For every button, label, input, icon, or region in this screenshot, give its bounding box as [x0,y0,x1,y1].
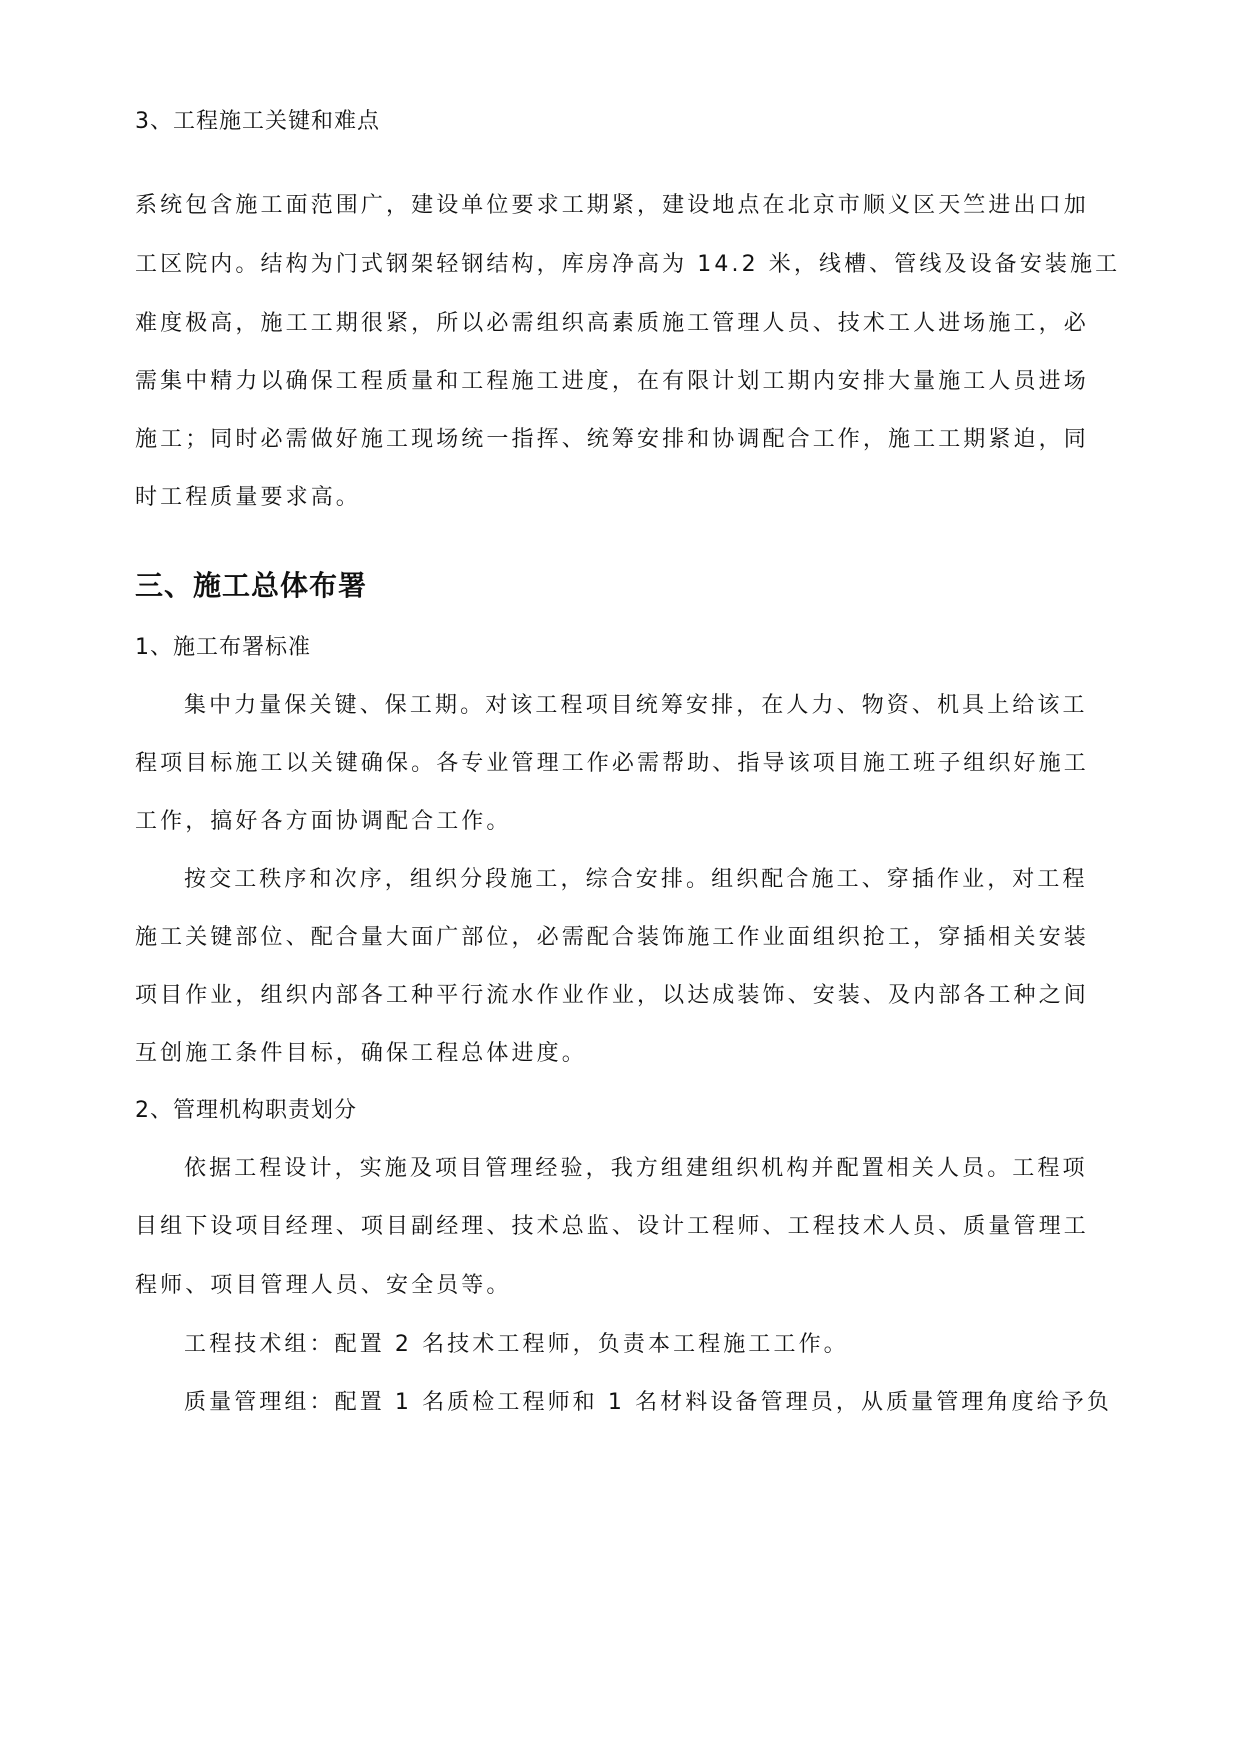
paragraph-line: 程项目标施工以关键确保。各专业管理工作必需帮助、指导该项目施工班子组织好施工 [135,751,1089,776]
paragraph-line: 工作，搞好各方面协调配合工作。 [135,809,512,834]
paragraph-line: 质量管理组：配置 1 名质检工程师和 1 名材料设备管理员，从质量管理角度给予负 [184,1390,1112,1415]
section-heading-deployment: 三、施工总体布署 [135,569,368,602]
paragraph-line: 工程技术组：配置 2 名技术工程师，负责本工程施工工作。 [184,1332,849,1357]
paragraph-line: 程师、项目管理人员、安全员等。 [135,1273,512,1298]
paragraph-line: 需集中精力以确保工程质量和工程施工进度，在有限计划工期内安排大量施工人员进场 [135,369,1089,394]
paragraph-line: 时工程质量要求高。 [135,485,361,510]
paragraph-line: 系统包含施工面范围广，建设单位要求工期紧，建设地点在北京市顺义区天竺进出口加 [135,193,1089,218]
subheading-key-difficulties: 3、工程施工关键和难点 [135,109,380,134]
paragraph-line: 目组下设项目经理、项目副经理、技术总监、设计工程师、工程技术人员、质量管理工 [135,1214,1089,1239]
paragraph-line: 互创施工条件目标，确保工程总体进度。 [135,1041,587,1066]
paragraph-line: 施工；同时必需做好施工现场统一指挥、统筹安排和协调配合工作，施工工期紧迫，同 [135,427,1089,452]
paragraph-line: 按交工秩序和次序，组织分段施工，综合安排。组织配合施工、穿插作业，对工程 [184,867,1088,892]
subheading-deployment-standard: 1、施工布署标准 [135,635,311,660]
paragraph-line: 难度极高，施工工期很紧，所以必需组织高素质施工管理人员、技术工人进场施工，必 [135,311,1089,336]
paragraph-line: 项目作业，组织内部各工种平行流水作业作业，以达成装饰、安装、及内部各工种之间 [135,983,1089,1008]
paragraph-line: 集中力量保关键、保工期。对该工程项目统筹安排，在人力、物资、机具上给该工 [184,693,1088,718]
paragraph-line: 施工关键部位、配合量大面广部位，必需配合装饰施工作业面组织抢工，穿插相关安装 [135,925,1089,950]
subheading-management-duties: 2、管理机构职责划分 [135,1098,357,1123]
paragraph-line: 依据工程设计，实施及项目管理经验，我方组建组织机构并配置相关人员。工程项 [184,1156,1088,1181]
paragraph-line: 工区院内。结构为门式钢架轻钢结构，库房净高为 14.2 米，线槽、管线及设备安装施工 [135,252,1121,277]
